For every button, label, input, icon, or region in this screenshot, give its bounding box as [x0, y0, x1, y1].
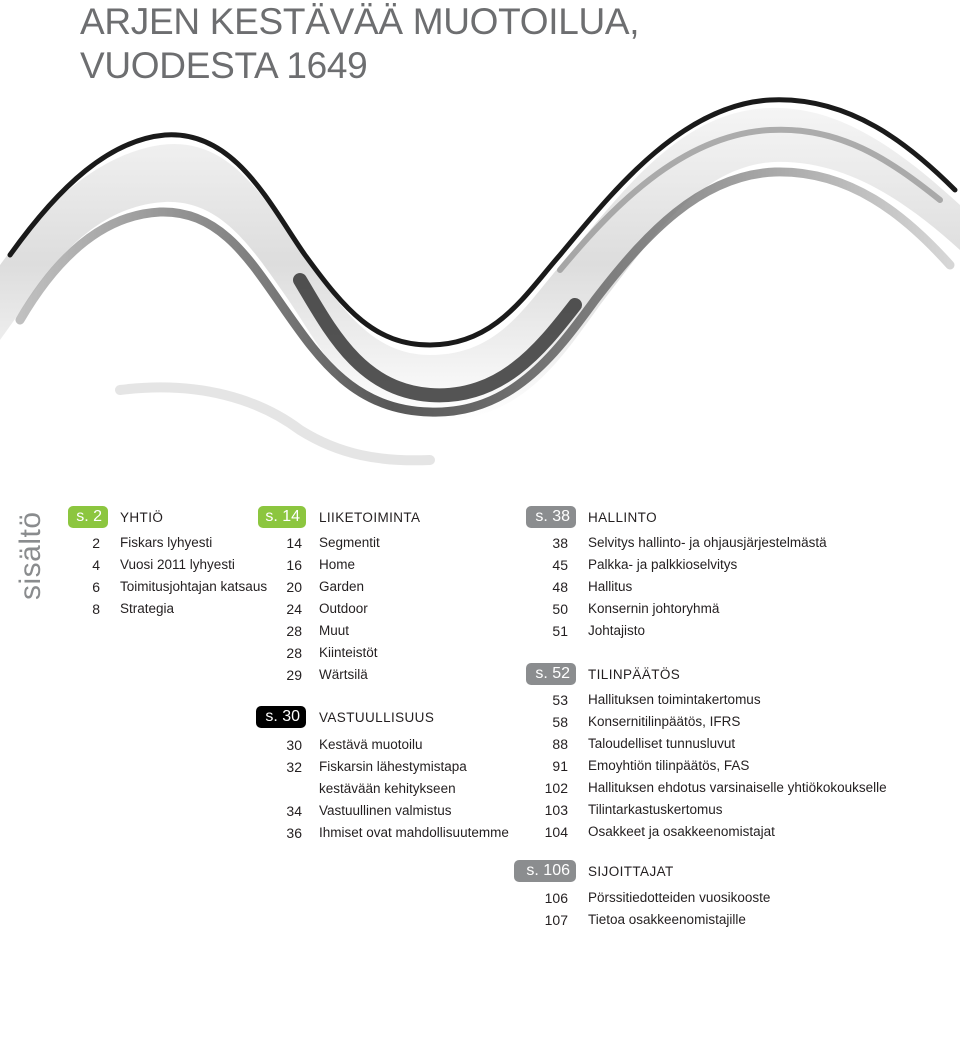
toc-item: Wärtsilä — [319, 667, 368, 682]
page-number: 51 — [552, 623, 568, 639]
page-badge: s. 30 — [256, 706, 306, 728]
page-number: 48 — [552, 579, 568, 595]
toc-item-continuation: kestävään kehitykseen — [319, 781, 456, 796]
page-number: 20 — [286, 579, 302, 595]
page-number: 88 — [552, 736, 568, 752]
page-number: 58 — [552, 714, 568, 730]
page-number: 28 — [286, 645, 302, 661]
toc-item: Fiskarsin lähestymistapa — [319, 759, 467, 774]
toc-item: Johtajisto — [588, 623, 646, 638]
toc-item: Strategia — [120, 601, 175, 616]
toc-item: Hallitus — [588, 579, 633, 594]
page-number: 107 — [544, 912, 568, 928]
page-title — [80, 0, 639, 88]
toc-item: Konsernin johtoryhmä — [588, 601, 720, 616]
toc-item: Palkka- ja palkkioselvitys — [588, 557, 738, 572]
page-number: 91 — [552, 758, 568, 774]
toc-item: Taloudelliset tunnusluvut — [588, 736, 736, 751]
page-number: 29 — [286, 667, 302, 683]
page-number: 38 — [552, 535, 568, 551]
toc-item: Muut — [319, 623, 350, 638]
page-number: 2 — [92, 535, 100, 551]
page-number: 103 — [544, 802, 568, 818]
toc-item: Outdoor — [319, 601, 368, 616]
toc-item: Kiinteistöt — [319, 645, 378, 660]
page-number: 36 — [286, 825, 302, 841]
page-number: 16 — [286, 557, 302, 573]
toc-item: Osakkeet ja osakkeenomistajat — [588, 824, 775, 839]
toc-item: Vastuullinen valmistus — [319, 803, 452, 818]
glass-wave-image — [0, 90, 960, 470]
page-number: 32 — [286, 759, 302, 775]
section-heading: VASTUULLISUUS — [319, 710, 435, 725]
page-number: 4 — [92, 557, 100, 573]
page-number: 53 — [552, 692, 568, 708]
section-heading: LIIKETOIMINTA — [319, 510, 421, 525]
toc-item: Emoyhtiön tilinpäätös, FAS — [588, 758, 750, 773]
toc-item: Segmentit — [319, 535, 380, 550]
side-label-sisalto: sisältö — [14, 511, 47, 600]
page-number: 50 — [552, 601, 568, 617]
toc-item: Home — [319, 557, 356, 572]
page-badge: s. 2 — [68, 506, 108, 528]
page-number: 45 — [552, 557, 568, 573]
section-heading: TILINPÄÄTÖS — [588, 667, 681, 682]
toc-item: Garden — [319, 579, 365, 594]
toc-item: Kestävä muotoilu — [319, 737, 423, 752]
page-badge: s. 14 — [258, 506, 306, 528]
section-heading: HALLINTO — [588, 510, 657, 525]
toc-item: Selvitys hallinto- ja ohjausjärjestelmästä — [588, 535, 827, 550]
title-line-2: VUODESTA 1649 — [80, 45, 368, 86]
toc-item: Toimitusjohtajan katsaus — [120, 579, 268, 594]
page-number: 28 — [286, 623, 302, 639]
toc-item: Fiskars lyhyesti — [120, 535, 213, 550]
section-heading: SIJOITTAJAT — [588, 864, 674, 879]
page-number: 30 — [286, 737, 302, 753]
page-number: 106 — [544, 890, 568, 906]
page-number: 14 — [286, 535, 302, 551]
toc-item: Tilintarkastuskertomus — [588, 802, 723, 817]
page-badge: s. 106 — [514, 860, 576, 882]
page-number: 102 — [544, 780, 568, 796]
toc-item: Pörssitiedotteiden vuosikooste — [588, 890, 771, 905]
toc-item: Konsernitilinpäätös, IFRS — [588, 714, 741, 729]
toc-item: Hallituksen toimintakertomus — [588, 692, 761, 707]
page-number: 24 — [286, 601, 302, 617]
page-badge: s. 52 — [526, 663, 576, 685]
page-number: 34 — [286, 803, 302, 819]
toc-item: Hallituksen ehdotus varsinaiselle yhtiökokoukselle — [588, 780, 887, 795]
toc-item: Vuosi 2011 lyhyesti — [120, 557, 235, 572]
page-number: 6 — [92, 579, 100, 595]
title-line-1: ARJEN KESTÄVÄÄ MUOTOILUA, — [80, 1, 640, 42]
toc-item: Tietoa osakkeenomistajille — [588, 912, 746, 927]
page-number: 104 — [544, 824, 568, 840]
section-heading: YHTIÖ — [120, 510, 164, 525]
page-badge: s. 38 — [526, 506, 576, 528]
toc-item: Ihmiset ovat mahdollisuutemme — [319, 825, 509, 840]
page-number: 8 — [92, 601, 100, 617]
